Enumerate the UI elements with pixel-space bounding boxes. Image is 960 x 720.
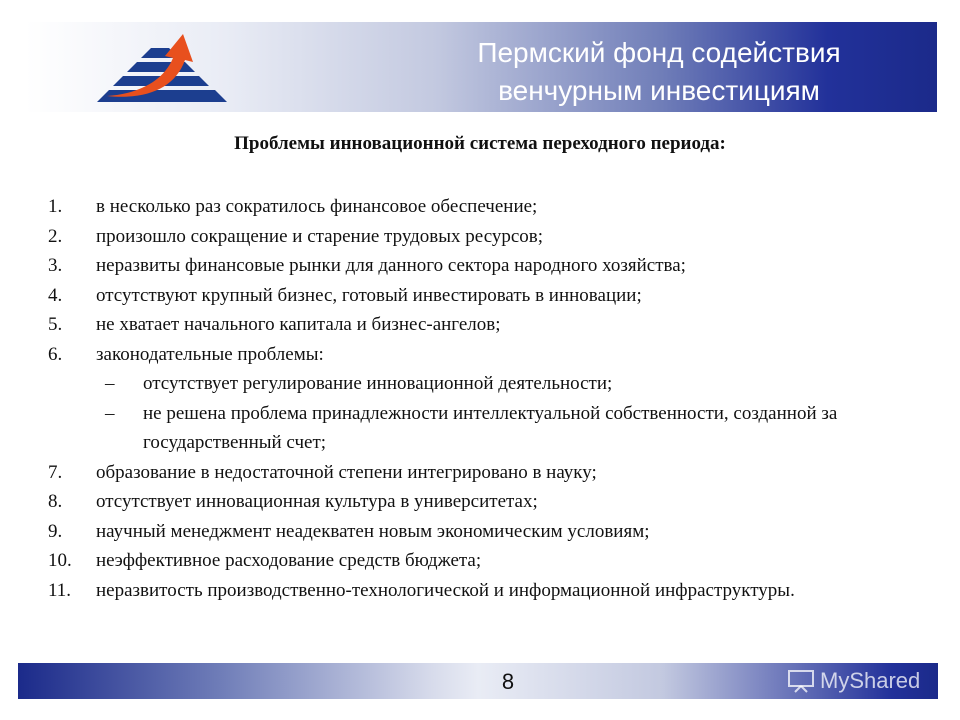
list-item-number: 7.	[48, 461, 63, 483]
dash-bullet: –	[105, 402, 115, 424]
sub-list-item	[48, 399, 938, 458]
list-item	[48, 458, 938, 488]
list-item	[48, 487, 938, 517]
header-title	[429, 34, 889, 110]
list-item-text: отсутствуют крупный бизнес, готовый инвестировать в инновации;	[96, 284, 642, 306]
sub-list-item	[48, 369, 938, 399]
list-item	[48, 546, 938, 576]
list-item	[48, 222, 938, 252]
footer-bar	[18, 663, 938, 699]
list-item-number: 4.	[48, 284, 63, 306]
dash-bullet: –	[105, 373, 115, 394]
list-item-number: 1.	[48, 196, 63, 217]
presentation-icon	[786, 669, 816, 693]
list-item-text: в несколько раз сократилось финансовое обеспечение;	[96, 196, 538, 217]
problems-list	[48, 192, 938, 605]
list-item	[48, 251, 938, 281]
list-item-text: законодательные проблемы:	[96, 343, 324, 365]
list-item-number: 3.	[48, 255, 63, 276]
list-item-text: неразвиты финансовые рынки для данного сектора народного хозяйства;	[96, 255, 686, 276]
list-item	[48, 576, 938, 606]
arrow-logo-icon	[77, 30, 227, 110]
list-item	[48, 310, 938, 340]
list-item-number: 6.	[48, 343, 63, 365]
list-item	[48, 340, 938, 370]
page-number: 8	[501, 669, 515, 694]
watermark	[786, 668, 920, 694]
header-title-line1: Пермский фонд содействия	[477, 37, 841, 68]
list-item-number: 8.	[48, 491, 63, 512]
list-item	[48, 192, 938, 222]
list-item-number: 11.	[48, 579, 72, 601]
list-item	[48, 281, 938, 311]
list-item-text: не хватает начального капитала и бизнес-ангелов;	[96, 314, 501, 335]
list-item	[48, 517, 938, 547]
sub-list-item-text: не решена проблема принадлежности интеллектуальной собственности, созданной за государственный счет;	[143, 402, 838, 453]
watermark-text: MyShared	[820, 668, 921, 693]
list-item-text: произошло сокращение и старение трудовых ресурсов;	[96, 225, 544, 247]
list-item-text: отсутствует инновационная культура в университетах;	[96, 491, 538, 512]
list-item-text: неэффективное расходование средств бюджета;	[96, 550, 482, 571]
list-item-text: неразвитость производственно-технологической и информационной инфраструктуры.	[96, 579, 795, 601]
header-title-line2: венчурным инвестициям	[498, 75, 820, 106]
list-item-number: 10.	[48, 550, 72, 571]
sub-list-item-text: отсутствует регулирование инновационной деятельности;	[143, 373, 613, 394]
list-item-text: образование в недостаточной степени интегрировано в науку;	[96, 461, 597, 483]
list-item-text: научный менеджмент неадекватен новым экономическим условиям;	[96, 520, 650, 542]
list-item-number: 9.	[48, 520, 63, 542]
header-banner	[25, 22, 937, 112]
list-item-number: 5.	[48, 314, 63, 335]
page-heading: Проблемы инновационной система переходного периода:	[234, 133, 726, 154]
list-item-number: 2.	[48, 225, 63, 247]
